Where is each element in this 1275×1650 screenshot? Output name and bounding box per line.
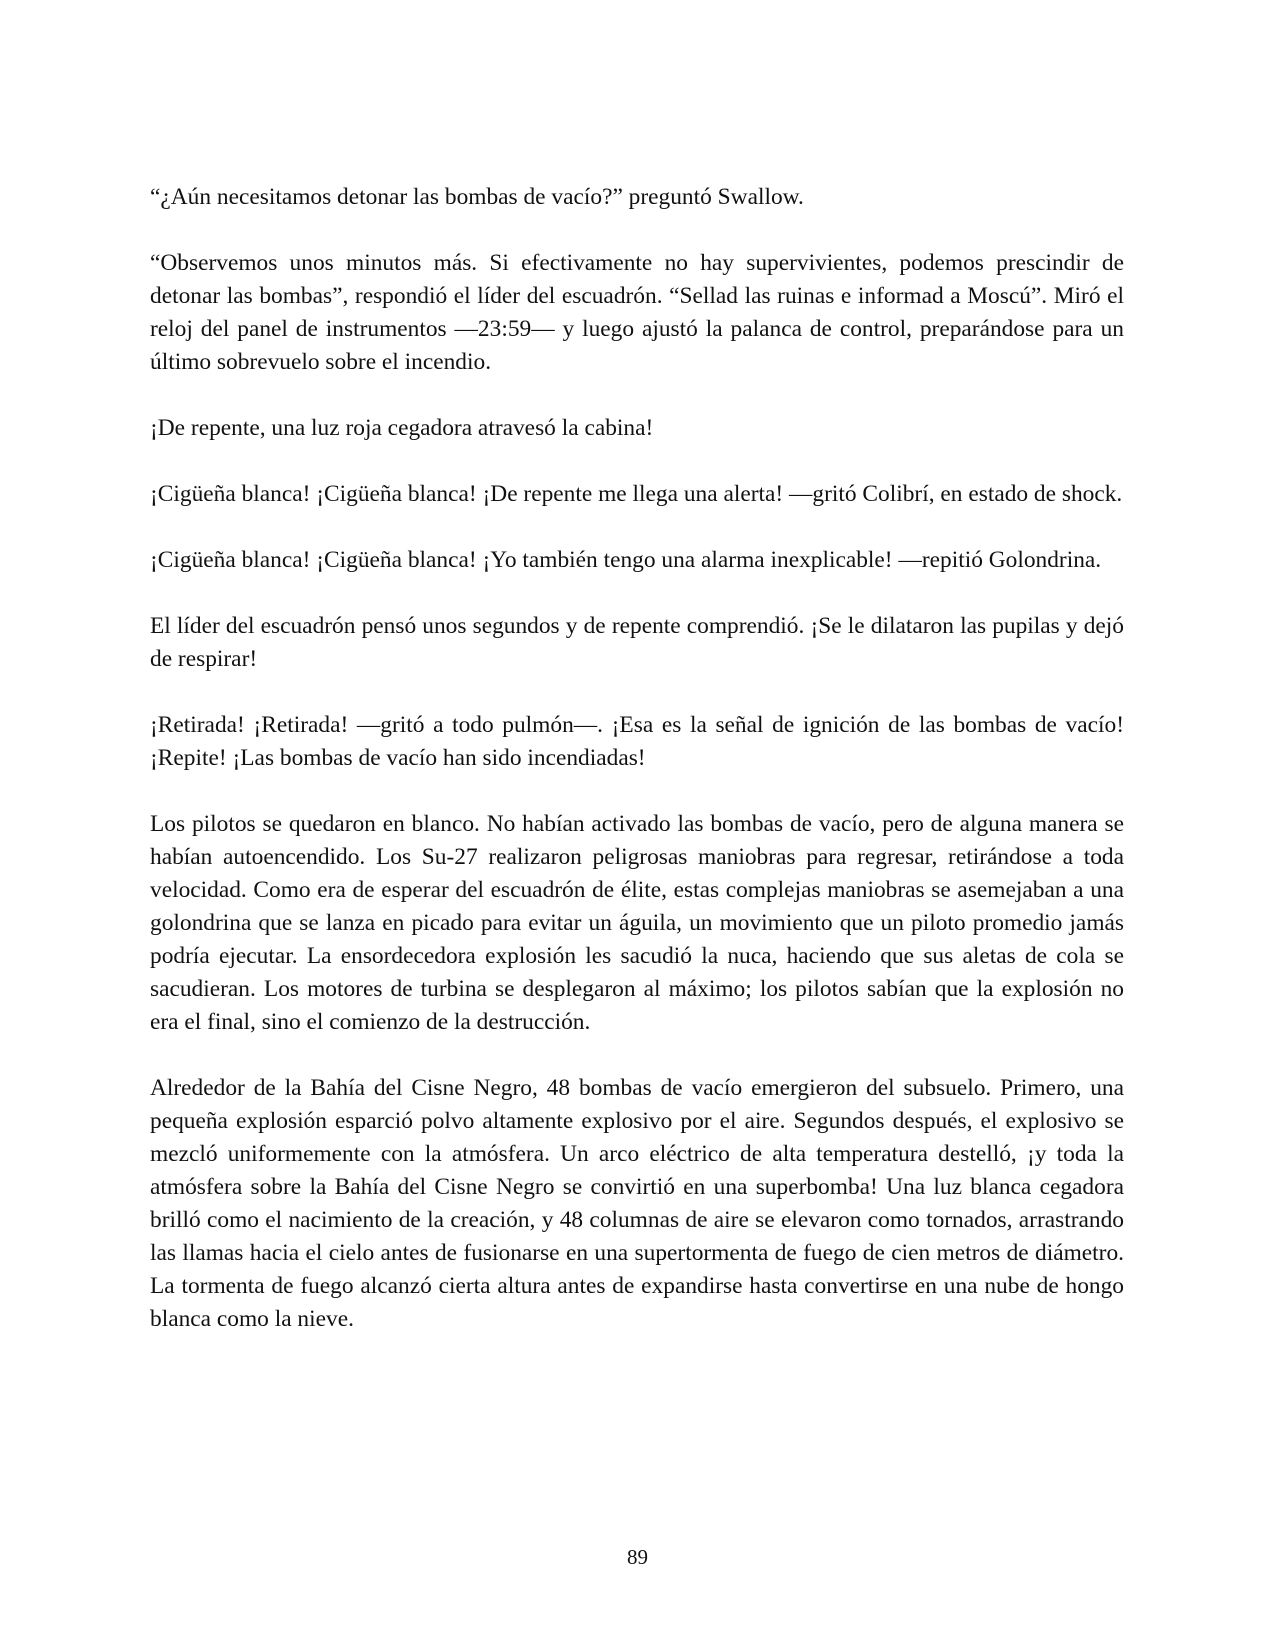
paragraph-3: ¡De repente, una luz roja cegadora atravesó la cabina! [150, 415, 654, 441]
paragraph-9: Alrededor de la Bahía del Cisne Negro, 48 bombas de vacío emergieron del subsuelo. Primero, una pequeña explosión esparció polvo altamente explosivo por el aire. Segundos después, el explosivo se mezcló uniformemente con la atmósfera. Un arco eléctrico de alta temperatura destelló, ¡y toda la atmósfera sobre la Bahía del Cisne Negro se convirtió en una superbomba! Una luz blanca cegadora brilló como el nacimiento de la creación, y 48 columnas de aire se elevaron como tornados, arrastrando las llamas hacia el cielo antes de fusionarse en una supertormenta de fuego de cien metros de diámetro. La tormenta de fuego alcanzó cierta altura antes de expandirse hasta convertirse en una nube de hongo blanca como la nieve. [150, 1075, 1124, 1332]
paragraph-4: ¡Cigüeña blanca! ¡Cigüeña blanca! ¡De repente me llega una alerta! —gritó Colibrí, en estado de shock. [150, 481, 1123, 507]
paragraph-2: “Observemos unos minutos más. Si efectivamente no hay supervivientes, podemos prescindir de detonar las bombas”, respondió el líder del escuadrón. “Sellad las ruinas e informad a Moscú”. Miró el reloj del panel de instrumentos —23:59— y luego ajustó la palanca de control, preparándose para un último sobrevuelo sobre el incendio. [150, 250, 1124, 375]
paragraph-5: ¡Cigüeña blanca! ¡Cigüeña blanca! ¡Yo también tengo una alarma inexplicable! —repitió Golondrina. [150, 547, 1102, 573]
page-body [150, 181, 1124, 1336]
paragraph-8: Los pilotos se quedaron en blanco. No habían activado las bombas de vacío, pero de alguna manera se habían autoencendido. Los Su-27 realizaron peligrosas maniobras para regresar, retirándose a toda velocidad. Como era de esperar del escuadrón de élite, estas complejas maniobras se asemejaban a una golondrina que se lanza en picado para evitar un águila, un movimiento que un piloto promedio jamás podría ejecutar. La ensordecedora explosión les sacudió la nuca, haciendo que sus aletas de cola se sacudieran. Los motores de turbina se desplegaron al máximo; los pilotos sabían que la explosión no era el final, sino el comienzo de la destrucción. [150, 811, 1124, 1035]
paragraph-1: “¿Aún necesitamos detonar las bombas de vacío?” preguntó Swallow. [150, 184, 804, 210]
paragraph-7: ¡Retirada! ¡Retirada! —gritó a todo pulmón—. ¡Esa es la señal de ignición de las bombas de vacío! ¡Repite! ¡Las bombas de vacío han sido incendiadas! [150, 712, 1124, 771]
page-number: 89 [627, 1545, 648, 1569]
paragraph-6: El líder del escuadrón pensó unos segundos y de repente comprendió. ¡Se le dilataron las pupilas y dejó de respirar! [150, 613, 1124, 672]
